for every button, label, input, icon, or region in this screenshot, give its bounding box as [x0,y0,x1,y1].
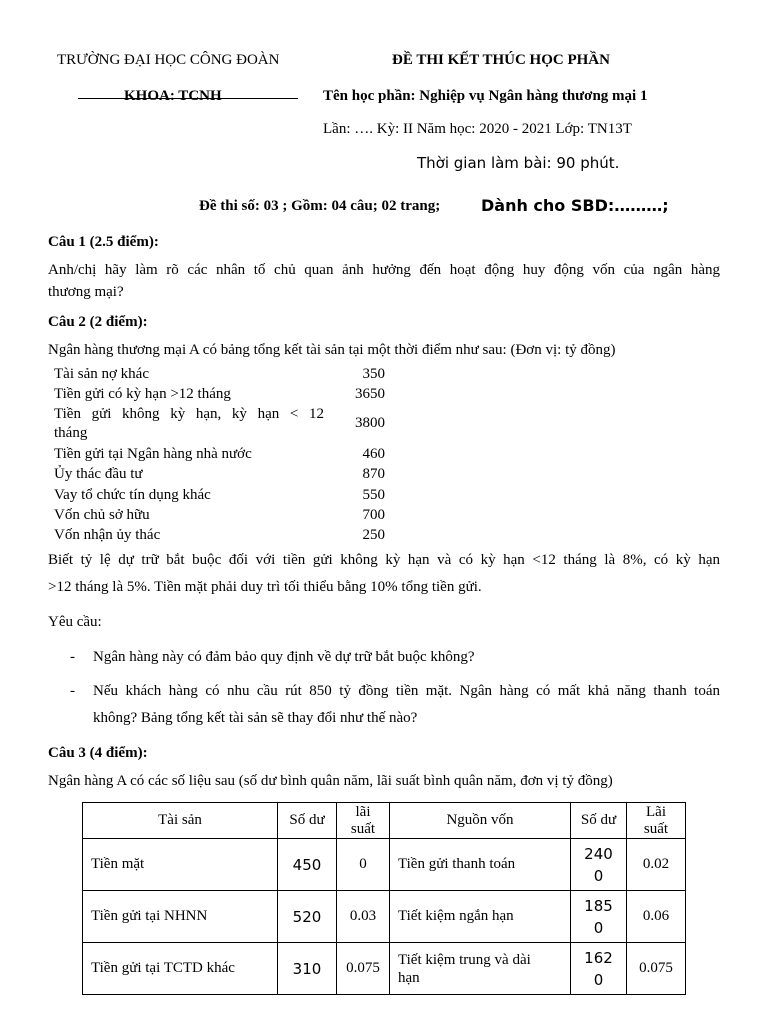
list-item-label: Tiền gửi tại Ngân hàng nhà nước [54,446,252,462]
header-rate2-line2: suất [643,820,669,837]
q1-text-line1: Anh/chị hãy làm rõ các nhân tố chủ quan ảnh hưởng đến hoạt động huy động vốn của ngân hàng [48,262,720,278]
cell-balance: 450 [278,839,337,891]
q2-requirement-2-line1: Nếu khách hàng có nhu cầu rút 850 tỷ đồng tiền mặt. Ngân hàng có mất khả năng thanh toán [93,683,720,699]
header-rate-2 [627,803,686,839]
table-header-row [83,803,686,839]
header-rate-line1: lãi [355,803,371,820]
cell-rate: 0 [337,839,390,891]
q3-balance-table [82,802,686,995]
list-item-value: 460 [362,446,385,462]
cell-source: Tiền gửi thanh toán [390,839,571,891]
q1-title: Câu 1 (2.5 điểm): [48,234,159,250]
cell-balance-2-line2: 0 [593,866,604,885]
q1-text-line2: thương mại? [48,284,124,300]
table-row [83,891,686,943]
sbd-field: Dành cho SBD:………; [481,196,669,215]
list-item-value: 550 [362,487,385,503]
header-source: Nguồn vốn [390,803,571,839]
cell-asset: Tiền gửi tại TCTD khác [83,943,278,995]
cell-balance-2-line1: 162 [584,948,613,967]
cell-balance-2-line2: 0 [593,970,604,989]
list-item-value: 870 [362,466,385,482]
cell-balance-2-line2: 0 [593,918,604,937]
q2-note-line2: >12 tháng là 5%. Tiền mặt phải duy trì tối thiểu bằng 10% tổng tiền gửi. [48,579,482,595]
cell-balance-2-line1: 240 [584,844,613,863]
cell-balance-2 [571,891,627,943]
q2-intro: Ngân hàng thương mại A có bảng tổng kết tài sản tại một thời điểm như sau: (Đơn vị: tỷ đồng) [48,342,616,358]
list-item-label: Vốn nhận ủy thác [54,527,161,543]
cell-balance-2 [571,839,627,891]
cell-rate-2: 0.075 [627,943,686,995]
list-item-value: 3650 [355,386,385,402]
header-balance: Số dư [278,803,337,839]
faculty-name: KHOA: TCNH [124,88,222,104]
list-item-label: Ủy thác đầu tư [54,466,143,482]
q2-title: Câu 2 (2 điểm): [48,314,148,330]
cell-source: Tiết kiệm ngắn hạn [390,891,571,943]
cell-rate: 0.075 [337,943,390,995]
list-item-value: 700 [362,507,385,523]
exam-time: Thời gian làm bài: 90 phút. [417,154,620,172]
list-item-label: Vốn chủ sở hữu [54,507,150,523]
school-name: TRƯỜNG ĐẠI HỌC CÔNG ĐOÀN [57,52,280,68]
cell-source [390,943,571,995]
list-item-value: 250 [362,527,385,543]
cell-rate: 0.03 [337,891,390,943]
table-row [83,839,686,891]
cell-asset: Tiền gửi tại NHNN [83,891,278,943]
list-item-value: 3800 [355,415,385,431]
list-item-label-cont: tháng [54,425,88,441]
list-item-label: Tiền gửi có kỳ hạn >12 tháng [54,386,231,402]
q3-title: Câu 3 (4 điểm): [48,745,148,761]
cell-balance: 520 [278,891,337,943]
bullet-dash: - [70,683,75,699]
header-asset: Tài sản [83,803,278,839]
cell-balance: 310 [278,943,337,995]
q2-requirement-1: Ngân hàng này có đảm bảo quy định về dự trữ bắt buộc không? [93,649,475,665]
q2-note-line1: Biết tỷ lệ dự trữ bắt buộc đối với tiền gửi không kỳ hạn và có kỳ hạn <12 tháng là 8%, có kỳ hạn [48,552,720,568]
q2-requirement-2-line2: không? Bảng tổng kết tài sản sẽ thay đổi như thế nào? [93,710,418,726]
cell-asset: Tiền mặt [83,839,278,891]
faculty-underline [78,98,298,99]
list-item-value: 350 [362,366,385,382]
table-row [83,943,686,995]
header-rate2-line1: Lãi [646,803,666,820]
cell-source-line1: Tiết kiệm trung và dài [398,951,531,968]
cell-rate-2: 0.02 [627,839,686,891]
course-name: Tên học phần: Nghiệp vụ Ngân hàng thương mại 1 [323,88,648,104]
cell-balance-2-line1: 185 [584,896,613,915]
q3-intro: Ngân hàng A có các số liệu sau (số dư bình quân năm, lãi suất bình quân năm, đơn vị tỷ đồng) [48,773,613,789]
cell-balance-2 [571,943,627,995]
list-item-label: Tiền gửi không kỳ hạn, kỳ hạn < 12 [54,406,324,422]
bullet-dash: - [70,649,75,665]
list-item-label: Tài sản nợ khác [54,366,149,382]
exam-title: ĐỀ THI KẾT THÚC HỌC PHẦN [392,52,610,68]
q2-requirements-label: Yêu cầu: [48,614,102,630]
cell-rate-2: 0.06 [627,891,686,943]
header-rate [337,803,390,839]
cell-source-line2: hạn [398,969,420,986]
header-balance-2: Số dư [571,803,627,839]
exam-info: Đề thi số: 03 ; Gồm: 04 câu; 02 trang; [199,198,441,214]
list-item-label: Vay tổ chức tín dụng khác [54,487,211,503]
header-rate-line2: suất [350,820,376,837]
exam-session: Lần: …. Kỳ: II Năm học: 2020 - 2021 Lớp: TN13T [323,121,632,137]
